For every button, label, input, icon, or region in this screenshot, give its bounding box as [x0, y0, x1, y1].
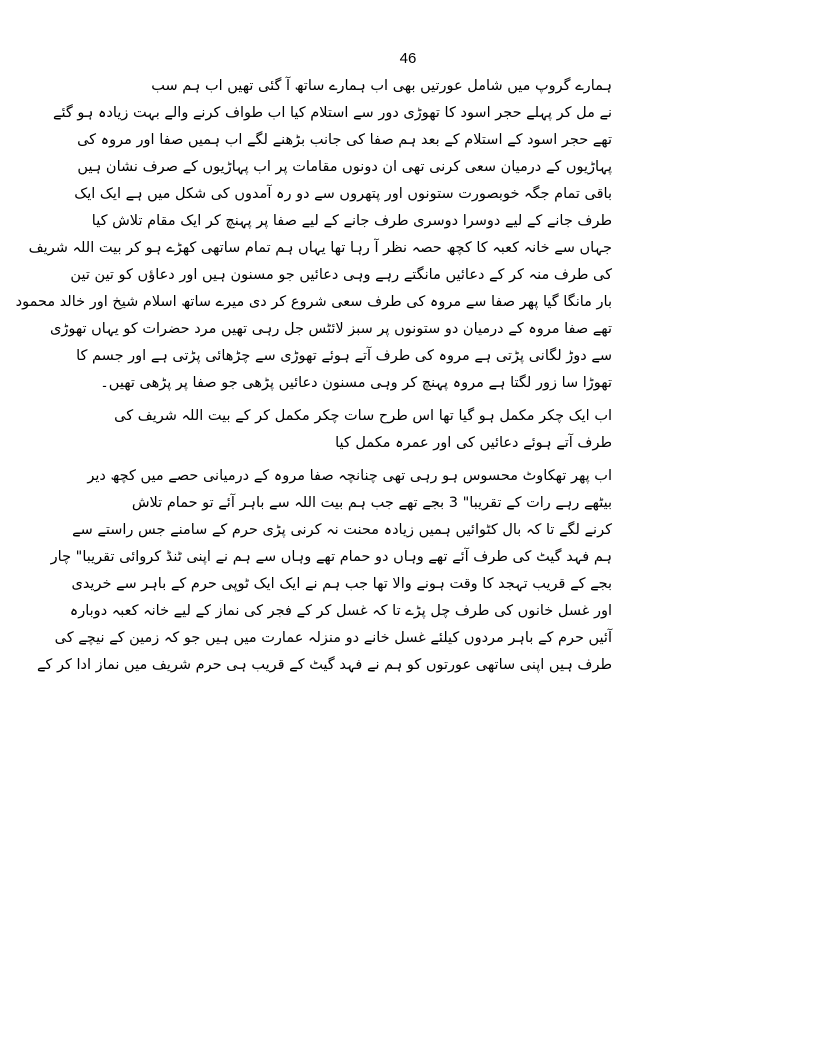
text-line: اب ایک چکر مکمل ہو گیا تھا اس طرح سات چکر مکمل کر کے بیت اللہ شریف کی: [114, 408, 612, 424]
text-line: باقی تمام جگہ خوبصورت ستونوں اور پتھروں سے دو رہ آمدوں کی شکل میں ہے ایک ایک: [74, 186, 612, 202]
text-line: بار مانگا گیا پھر صفا سے مروہ کی طرف سعی شروع کر دی میرے ساتھ اسلام شیخ اور خالد محمود: [15, 294, 612, 310]
text-line: طرف آتے ہوئے دعائیں کی اور عمرہ مکمل کیا: [335, 435, 612, 451]
text-line: اب پھر تھکاوٹ محسوس ہو رہی تھی چنانچہ صفا مروہ کے درمیانی حصے میں کچھ دیر: [87, 468, 612, 484]
text-line: جہاں سے خانہ کعبہ کا کچھ حصہ نظر آ رہا تھا یہاں ہم تمام ساتھی کھڑے ہو کر بیت اللہ شریف: [28, 240, 612, 256]
text-line: تھے صفا مروہ کے درمیان دو ستونوں پر سبز لائٹس جل رہی تھیں مرد حضرات کو یہاں تھوڑی: [49, 321, 612, 337]
text-line: ہم فہد گیٹ کی طرف آئے تھے وہاں دو حمام تھے وہاں سے ہم نے اپنی ٹنڈ کروائی تقریبا" چار: [50, 549, 612, 565]
text-line: اور غسل خانوں کی طرف چل پڑے تا کہ غسل کر کے فجر کی نماز کے لیے خانہ کعبہ دوبارہ: [69, 603, 612, 619]
text-line: بیٹھے رہے رات کے تقریبا" 3 بجے تھے جب ہم بیت اللہ سے باہر آئے تو حمام تلاش: [131, 495, 612, 511]
paragraph-1: [15, 73, 612, 397]
text-line: تھوڑا سا زور لگتا ہے مروہ پہنچ کر وہی مسنون دعائیں پڑھی جو صفا پر پڑھی تھیں۔: [100, 375, 612, 391]
text-line: طرف ہیں اپنی ساتھی عورتوں کو ہم نے فہد گیٹ کے قریب ہی حرم شریف میں نماز ادا کر کے: [36, 657, 612, 673]
text-line: بجے کے قریب تہجد کا وقت ہونے والا تھا جب ہم نے ایک ایک ٹوپی حرم کے باہر سے خریدی: [71, 576, 612, 592]
text-line: کرنے لگے تا کہ بال کٹوائیں ہمیں زیادہ محنت نہ کرنی پڑی حرم کے سامنے جس راستے سے: [72, 522, 612, 538]
text-line: آئیں حرم کے باہر مردوں کیلئے غسل خانے دو منزلہ عمارت میں ہیں جو کہ زمین کے نیچے کی: [54, 630, 612, 646]
text-line: کی طرف منہ کر کے دعائیں مانگتے رہے وہی دعائیں جو مسنون ہیں اور دعاؤں کو تین تین: [70, 267, 612, 283]
paragraph-3: [36, 463, 612, 679]
page-number: 46: [399, 50, 417, 67]
paragraph-2: [114, 403, 612, 457]
text-line: طرف جانے کے لیے دوسرا دوسری طرف جانے کے لیے صفا پر پہنچ کر ایک مقام تلاش کیا: [91, 213, 612, 229]
text-line: ہمارے گروپ میں شامل عورتیں بھی اب ہمارے ساتھ آ گئی تھیں اب ہم سب: [151, 78, 612, 94]
text-line: سے دوڑ لگانی پڑتی ہے مروہ کی طرف آتے ہوئے تھوڑی سے چڑھائی پڑتی ہے اور جسم کا: [76, 348, 612, 364]
text-line: تھے حجر اسود کے استلام کے بعد ہم صفا کی جانب بڑھنے لگے اب ہمیں صفا اور مروہ کی: [77, 132, 612, 148]
text-line: پہاڑیوں کے درمیان سعی کرنی تھی ان دونوں مقامات پر اب پہاڑیوں کے صرف نشان ہیں: [77, 159, 612, 175]
text-line: نے مل کر پہلے حجر اسود کا تھوڑی دور سے استلام کیا اب طواف کرنے والے بہت زیادہ ہو گئے: [53, 105, 612, 121]
body-text: [15, 73, 612, 679]
